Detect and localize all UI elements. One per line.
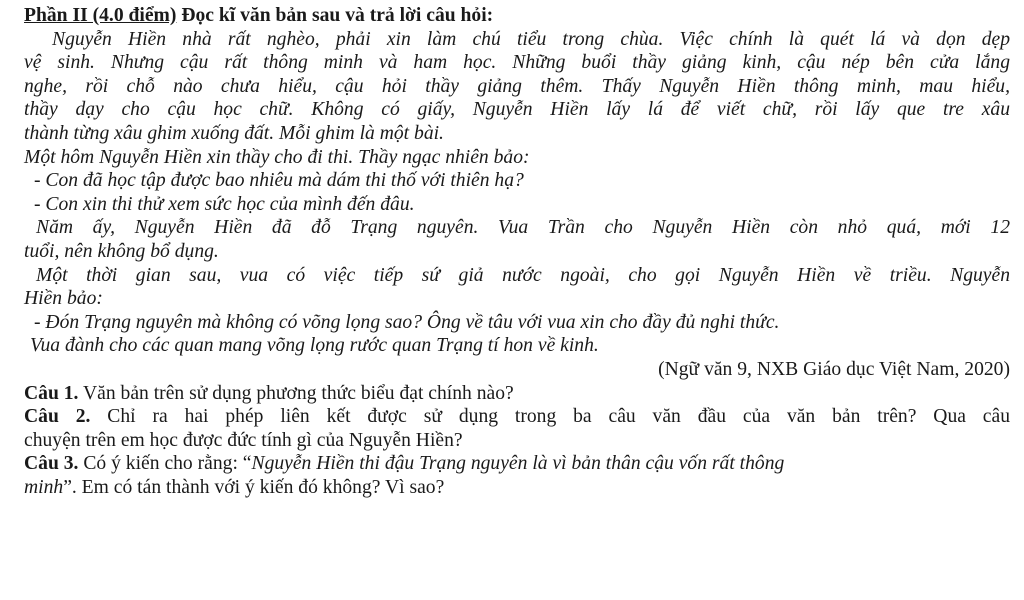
section-instruction: Đọc kĩ văn bản sau và trả lời câu hỏi:: [176, 5, 494, 26]
question-3-label: Câu 3.: [24, 453, 79, 475]
passage-line: Vua đành cho các quan mang võng lọng rước quan Trạng tí hon về kinh.: [30, 335, 599, 357]
question-3-quote: Nguyễn Hiền thi đậu Trạng nguyên là vì bản thân cậu vốn rất thông: [251, 453, 785, 475]
question-2-continuation: chuyện trên em học được đức tính gì của Nguyễn Hiền?: [24, 429, 463, 451]
passage-line: Năm ấy, Nguyễn Hiền đã đỗ Trạng nguyên. Vua Trần cho Nguyễn Hiền còn nhỏ quá, mới 12: [36, 217, 1010, 239]
passage-line: thành từng xâu ghim xuống đất. Mỗi ghim là một bài.: [24, 122, 444, 144]
question-1-label: Câu 1.: [24, 382, 79, 404]
passage-line: vệ sinh. Nhưng cậu rất thông minh và ham học. Những buổi thầy giảng kinh, cậu nép bên cửa lắng: [24, 52, 1010, 74]
question-3-quote-end: minh: [24, 476, 64, 498]
passage-dialogue-line: - Con đã học tập được bao nhiêu mà dám thi thố với thiên hạ?: [34, 170, 524, 192]
passage-line: tuổi, nên không bổ dụng.: [24, 240, 219, 262]
passage-source: (Ngữ văn 9, NXB Giáo dục Việt Nam, 2020): [658, 358, 1010, 380]
question-3-text-end: ”. Em có tán thành với ý kiến đó không? Vì sao?: [63, 476, 445, 498]
question-1: [24, 382, 1010, 406]
question-3-continuation: [24, 476, 1010, 500]
question-3: [24, 452, 1010, 476]
passage-line: nghe, rồi chỗ nào chưa hiểu, cậu hỏi thầy giảng thêm. Thấy Nguyễn Hiền thông minh, mau hiểu,: [24, 75, 1010, 97]
question-2-text: Chỉ ra hai phép liên kết được sử dụng trong ba câu văn đầu của văn bản trên? Qua câu: [90, 406, 1010, 428]
passage-line: thầy dạy cho cậu học chữ. Không có giấy, Nguyễn Hiền lấy lá để viết chữ, rồi lấy que tre xâu: [24, 99, 1010, 121]
question-2-label: Câu 2.: [24, 406, 91, 428]
question-1-text: Văn bản trên sử dụng phương thức biểu đạt chính nào?: [78, 382, 514, 404]
question-3-text: Có ý kiến cho rằng: “: [78, 453, 252, 475]
reading-passage: [24, 28, 1010, 382]
passage-dialogue-line: - Đón Trạng nguyên mà không có võng lọng sao? Ông về tâu với vua xin cho đầy đủ nghi thức.: [34, 311, 780, 333]
passage-line: Một hôm Nguyễn Hiền xin thầy cho đi thi. Thầy ngạc nhiên bảo:: [24, 146, 530, 168]
section-heading: [24, 4, 1010, 28]
question-list: [24, 382, 1010, 500]
passage-line: Hiền bảo:: [24, 288, 103, 310]
passage-line: Một thời gian sau, vua có việc tiếp sứ giả nước ngoài, cho gọi Nguyễn Hiền về triều. Nguyễn: [36, 264, 1010, 286]
passage-line: Nguyễn Hiền nhà rất nghèo, phải xin làm chú tiểu trong chùa. Việc chính là quét lá và dọn dẹp: [52, 28, 1010, 50]
passage-dialogue-line: - Con xin thi thử xem sức học của mình đến đâu.: [34, 193, 415, 215]
section-part-label: Phần II (4.0 điểm): [24, 5, 177, 26]
question-2: [24, 405, 1010, 429]
